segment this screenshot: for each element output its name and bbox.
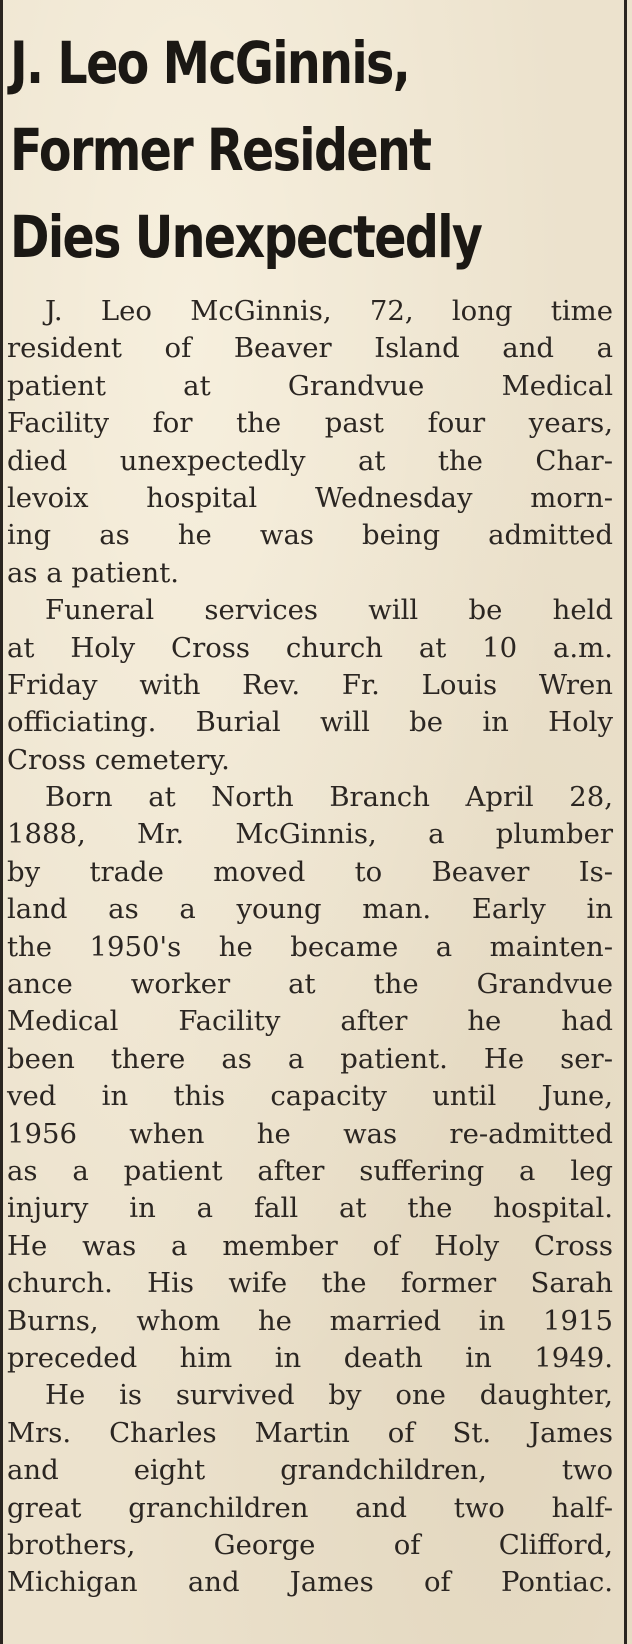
text-line: ved in this capacity until June, (7, 1080, 613, 1113)
text-line: ing as he was being admitted (7, 519, 613, 552)
paragraph (7, 592, 613, 779)
text-line: been there as a patient. He ser- (7, 1042, 613, 1075)
text-line: Cross cemetery. (7, 743, 230, 776)
headline-line: Dies Unexpectedly (10, 203, 482, 271)
clipping-left-border (0, 0, 3, 1644)
text-line: 1888, Mr. McGinnis, a plumber (7, 818, 613, 851)
text-line: Medical Facility after he had (7, 1005, 613, 1038)
text-line: died unexpectedly at the Char- (7, 444, 613, 477)
text-line: church. His wife the former Sarah (7, 1267, 613, 1300)
text-line: resident of Beaver Island and a (7, 332, 613, 365)
text-line: 1956 when he was re-admitted (7, 1117, 613, 1150)
text-line: at Holy Cross church at 10 a.m. (7, 631, 613, 664)
headline-line: Former Resident (10, 116, 431, 184)
text-line: Burns, whom he married in 1915 (7, 1304, 613, 1337)
text-line: Michigan and James of Pontiac. (7, 1566, 613, 1599)
text-line: levoix hospital Wednesday morn- (7, 481, 613, 514)
headline-line: J. Leo McGinnis, (10, 29, 410, 97)
text-line: as a patient after suffering a leg (7, 1154, 613, 1187)
text-line: Born at North Branch April 28, (45, 781, 613, 814)
text-line: He is survived by one daughter, (45, 1379, 613, 1412)
text-line: by trade moved to Beaver Is- (7, 855, 613, 888)
text-line: Mrs. Charles Martin of St. James (7, 1416, 613, 1449)
text-line: patient at Grandvue Medical (7, 369, 613, 402)
text-line: brothers, George of Clifford, (7, 1528, 613, 1561)
text-line: as a patient. (7, 556, 180, 589)
text-line: preceded him in death in 1949. (7, 1341, 613, 1374)
text-line: Friday with Rev. Fr. Louis Wren (7, 668, 613, 701)
text-line: and eight grandchildren, two (7, 1454, 613, 1487)
paragraph (7, 293, 613, 592)
paragraph (7, 779, 613, 1377)
clipping-right-border (624, 0, 627, 1644)
text-line: He was a member of Holy Cross (7, 1229, 613, 1262)
text-line: injury in a fall at the hospital. (7, 1192, 613, 1225)
text-line: J. Leo McGinnis, 72, long time (45, 295, 613, 327)
text-line: land as a young man. Early in (7, 893, 613, 926)
text-line: great granchildren and two half- (7, 1491, 613, 1524)
text-line: Facility for the past four years, (7, 407, 613, 440)
article-body (7, 293, 613, 1602)
text-line: Funeral services will be held (45, 594, 613, 627)
text-line: the 1950's he became a mainten- (7, 930, 613, 963)
headline (10, 20, 502, 281)
text-line: ance worker at the Grandvue (7, 968, 613, 1001)
text-line: officiating. Burial will be in Holy (7, 706, 613, 739)
paragraph (7, 1377, 613, 1601)
